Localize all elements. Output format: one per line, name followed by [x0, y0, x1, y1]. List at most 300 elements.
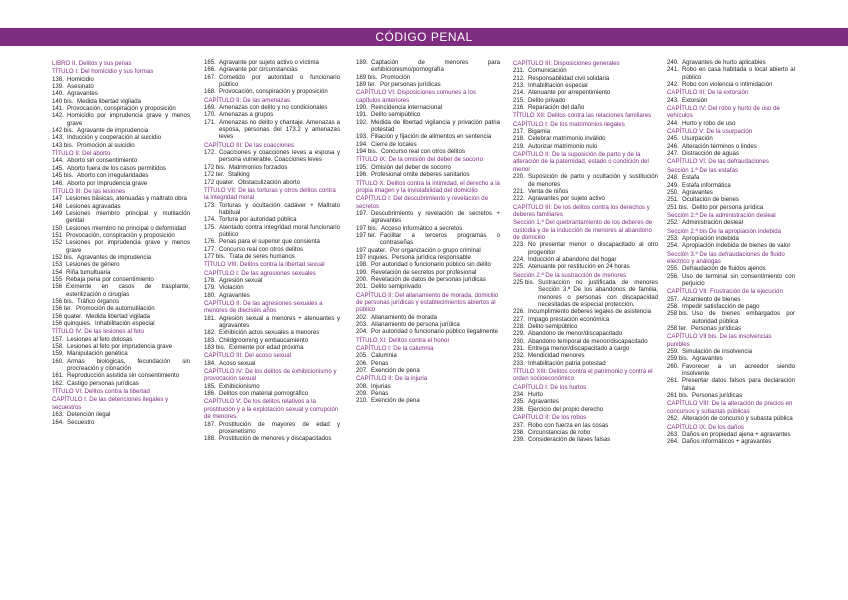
- article-title: Injurias: [371, 382, 391, 390]
- article-number: 248.: [667, 174, 679, 182]
- article-number: 232.: [513, 352, 525, 360]
- article-title: Tráfico órganos: [77, 298, 120, 305]
- article-title: Inhabilitación patria potestad: [528, 359, 606, 367]
- article-entry: [52, 380, 190, 387]
- article-number: 264.: [667, 438, 679, 446]
- article-title: Lesiones miembro principal y mutilación genital: [66, 209, 190, 225]
- article-number: 140 bis.: [52, 97, 74, 105]
- article-title: Lesiones miembro no principal o deformidad: [66, 224, 186, 232]
- article-number: 151: [52, 231, 63, 239]
- article-title: Agravantes por sujeto activo: [528, 195, 605, 203]
- article-entry: [667, 189, 795, 196]
- article-number: 261.: [667, 377, 679, 385]
- article-number: 188.: [204, 435, 216, 443]
- article-entry: [513, 360, 658, 367]
- section-heading: TÍTULO XI: Delitos contra el honor: [356, 336, 450, 344]
- article-entry: [204, 390, 340, 397]
- article-number: 197 bis.: [356, 224, 378, 232]
- article-entry: [52, 254, 190, 261]
- section-heading: CAPÍTULO VII: Frustración de la ejecución: [667, 288, 783, 296]
- article-title: Atenuante por restitución en 24 horas: [528, 263, 630, 271]
- article-number: 172.: [204, 149, 216, 157]
- article-title: Sustracción no justificada de menores Sección 3.ª De los abandonos de familia, menores o personas con discapacidad necesitadas de especial protección.: [538, 278, 658, 308]
- article-number: 200.: [356, 275, 368, 283]
- article-entry: [204, 292, 340, 299]
- article-entry: [513, 128, 658, 135]
- article-title: Apropiación indebida: [682, 234, 739, 242]
- article-title: Agravantes de hurto aplicables: [682, 59, 766, 66]
- article-number: 257.: [667, 295, 679, 303]
- article-entry: [513, 436, 658, 443]
- article-title: Delito semipúblico: [528, 323, 578, 331]
- article-title: Inhabilitación especial: [95, 320, 155, 328]
- article-number: 189.: [356, 59, 368, 66]
- article-title: Atentado contra integridad moral funcionario público: [219, 223, 340, 238]
- article-entry: [204, 216, 340, 223]
- article-number: 225.: [513, 263, 525, 271]
- article-number: 210.: [356, 397, 368, 405]
- article-entry: [667, 296, 795, 303]
- article-number: 196.: [356, 171, 368, 179]
- article-number: 156 quater.: [52, 312, 83, 320]
- article-title: Lesiones por imprudencia grave y menos grave: [66, 239, 190, 254]
- article-entry: [513, 256, 658, 263]
- article-title: Rebaja pena por consentimiento: [66, 275, 154, 283]
- article-entry: [204, 149, 340, 164]
- article-entry: [667, 204, 795, 211]
- article-title: Distracción de aguas: [682, 150, 739, 158]
- article-title: Reproducción asistida sin consentimiento: [67, 372, 180, 380]
- article-title: Allanamiento de morada: [371, 313, 438, 321]
- article-number: 148: [52, 202, 63, 210]
- article-entry: [667, 415, 795, 422]
- article-entry: [356, 367, 500, 374]
- section-heading: Sección 2.ª De la administración desleal: [667, 211, 776, 219]
- article-number: 190.: [356, 104, 368, 112]
- article-number: 178.: [204, 276, 216, 284]
- article-entry: [204, 435, 340, 442]
- article-number: 149: [52, 209, 63, 217]
- article-number: 220.: [513, 173, 525, 181]
- article-number: 247.: [667, 150, 679, 158]
- article-entry: [356, 111, 500, 118]
- article-title: Stalking: [228, 171, 250, 179]
- article-number: 166.: [204, 66, 216, 74]
- article-title: Agravantes: [67, 90, 98, 98]
- article-number: 235.: [513, 398, 525, 406]
- article-entry: [204, 171, 340, 178]
- article-title: Autorizar matrimonio nulo: [528, 142, 598, 150]
- article-number: 221.: [513, 187, 525, 195]
- article-title: Simulación de insolvencia: [682, 348, 753, 356]
- article-title: Abandono de menor/discapacitado: [528, 330, 623, 338]
- article-number: 152: [52, 239, 63, 247]
- article-title: Ejercicio del propio derecho: [528, 405, 604, 413]
- article-entry: [356, 247, 500, 254]
- article-number: 175.: [204, 223, 216, 231]
- article-number: 203.: [356, 321, 368, 329]
- article-title: Exención de pena: [371, 397, 420, 405]
- article-number: 262.: [667, 415, 679, 423]
- article-number: 230.: [513, 337, 525, 345]
- article-number: 251 bis.: [667, 203, 689, 211]
- section-heading: CAPÍTULO I: De los matrimonios ilegales: [513, 120, 625, 128]
- section-heading: CAPÍTULO II: De los robos: [513, 414, 587, 422]
- article-number: 202.: [356, 313, 368, 321]
- article-title: Prostitución de mayores de edad y proxenetismo: [219, 420, 340, 435]
- article-title: Penas para el superior que consienta: [219, 238, 320, 246]
- article-title: Provocación, conspiración y proposición: [66, 231, 175, 239]
- article-entry: [667, 325, 795, 332]
- article-title: Circunstancias de robo: [528, 428, 591, 436]
- article-number: 150: [52, 224, 63, 232]
- article-entry: [52, 298, 190, 305]
- article-entry: [52, 105, 190, 112]
- article-entry: [356, 328, 500, 335]
- article-title: Homicidio por imprudencia grave y menos grave: [67, 112, 190, 127]
- article-number: 195.: [356, 163, 368, 171]
- article-entry: [204, 383, 340, 390]
- article-number: 261 bis.: [667, 392, 689, 400]
- section-heading: CAPÍTULO VIII: De la alteración de precios en concursos y subastas públicas: [667, 400, 793, 415]
- article-title: Cierre de locales: [371, 140, 417, 148]
- article-title: Tortura por autoridad pública: [219, 216, 297, 224]
- article-title: Agravantes: [219, 291, 250, 299]
- article-title: Impedir satisfacción de pago: [682, 303, 760, 310]
- article-title: Favorecer a un acreedor siendo insolvente: [682, 362, 795, 378]
- article-title: Agravante por circunstancias: [219, 66, 298, 74]
- article-entry: [356, 81, 500, 88]
- article-entry: [667, 235, 795, 242]
- article-entry: [204, 66, 340, 73]
- article-title: Descubrimiento y revelación de secretos + agravantes: [371, 209, 500, 225]
- article-entry: [667, 97, 795, 104]
- article-title: Castigo personas jurídicas: [67, 379, 139, 387]
- section-heading: TÍTULO I: Del homicidio y sus formas: [52, 68, 154, 76]
- article-entry: [204, 74, 340, 89]
- article-entry: [204, 119, 340, 141]
- article-title: Prostitución de menores y discapacitados: [219, 435, 332, 443]
- column-5: [667, 59, 795, 446]
- article-title: Revelación de secretos por profesional: [371, 268, 477, 276]
- article-title: Asesinato: [67, 83, 94, 91]
- article-title: Delito semiprivado: [371, 283, 422, 291]
- article-number: 197.: [356, 209, 368, 217]
- article-entry: [667, 273, 795, 288]
- article-title: Torturas y ocultación cadáver + Maltrato habitual: [219, 201, 340, 216]
- section-heading: CAPÍTULO V: De los delitos relativos a la prostitución y a la explotación sexual y corrupción de menores.: [204, 398, 339, 421]
- article-title: Amenazas a grupos: [219, 111, 274, 119]
- article-title: Extorsión: [682, 96, 708, 104]
- section-heading: CAPÍTULO III: Disposiciones generales: [513, 60, 620, 67]
- article-entry: [667, 438, 795, 445]
- article-title: Manipulación genética: [67, 350, 128, 358]
- article-entry: [204, 59, 340, 66]
- article-title: Venta de niños: [528, 187, 569, 195]
- article-number: 183 bis.: [204, 344, 226, 352]
- article-number: 159.: [52, 350, 64, 358]
- article-title: Personas jurídicas: [692, 392, 743, 400]
- article-number: 189 bis.: [356, 73, 378, 81]
- article-number: 228.: [513, 323, 525, 331]
- article-entry: [513, 308, 658, 315]
- article-entry: [204, 344, 340, 351]
- article-number: 231.: [513, 345, 525, 353]
- article-title: Celebrar matrimonio inválido: [528, 135, 606, 143]
- article-number: 222.: [513, 195, 525, 203]
- article-entry: [513, 323, 658, 330]
- article-entry: [52, 127, 190, 134]
- article-number: 172 ter.: [204, 171, 225, 179]
- article-entry: [356, 119, 500, 134]
- article-number: 212.: [513, 74, 525, 82]
- article-entry: [356, 283, 500, 290]
- article-number: 176.: [204, 238, 216, 246]
- section-heading: CAPÍTULO I: De las detenciones ilegales y secuestros: [52, 396, 169, 411]
- article-number: 216.: [513, 104, 525, 112]
- article-entry: [667, 219, 795, 226]
- article-title: Filiación y fijación de alimentos en sentencia: [371, 133, 492, 141]
- article-title: Lesiones de género: [66, 261, 120, 269]
- article-entry: [356, 133, 500, 140]
- article-entry: [204, 179, 340, 186]
- article-number: 263.: [667, 430, 679, 438]
- article-entry: [513, 188, 658, 195]
- article-entry: [356, 141, 500, 148]
- article-number: 168.: [204, 88, 216, 96]
- article-number: 186.: [204, 390, 216, 398]
- article-entry: [52, 343, 190, 350]
- article-entry: [52, 261, 190, 268]
- article-number: 238.: [513, 428, 525, 436]
- article-number: 167.: [204, 73, 216, 81]
- article-number: 147: [52, 195, 63, 203]
- article-entry: [204, 246, 340, 253]
- article-entry: [667, 196, 795, 203]
- article-entry: [513, 406, 658, 413]
- article-entry: [356, 164, 500, 171]
- article-entry: [52, 283, 190, 298]
- article-entry: [52, 313, 190, 320]
- article-title: Armas biológicas, fecundación sin procreación y clonación: [67, 357, 190, 373]
- article-entry: [356, 276, 500, 283]
- section-heading: CAPÍTULO VI: Disposiciones comunes a los capítulos anteriores: [356, 89, 476, 104]
- article-entry: [52, 134, 190, 141]
- section-heading: CAPÍTULO II: De la suposición de parto y de la alteración de la paternidad, estado o condición del menor: [513, 151, 649, 173]
- article-number: 183.: [204, 336, 216, 344]
- article-title: Lesiones al feto dolosas: [67, 335, 133, 343]
- article-number: 250.: [667, 188, 679, 196]
- column-2: [204, 59, 340, 443]
- article-entry: [204, 88, 340, 95]
- article-title: Inducción al abandono del hogar: [528, 255, 617, 263]
- article-number: 244.: [667, 119, 679, 127]
- article-number: 229.: [513, 330, 525, 338]
- article-title: Estafa: [682, 174, 700, 182]
- article-title: Delitos con material pornográfico: [219, 390, 309, 398]
- article-entry: [356, 148, 500, 155]
- article-number: 156 bis.: [52, 298, 74, 305]
- article-number: 180.: [204, 291, 216, 299]
- article-number: 217.: [513, 128, 525, 136]
- article-entry: [667, 182, 795, 189]
- article-number: 208.: [356, 382, 368, 390]
- article-title: Delito privado: [528, 96, 566, 104]
- article-number: 194 bis.: [356, 148, 378, 156]
- article-entry: [667, 81, 795, 88]
- article-entry: [667, 242, 795, 249]
- article-entry: [52, 350, 190, 357]
- article-entry: [667, 66, 795, 81]
- article-entry: [204, 337, 340, 344]
- article-entry: [356, 314, 500, 321]
- article-title: Coacciones y coacciones leves a esposa y persona vulnerable. Coacciones leves: [219, 149, 340, 164]
- article-entry: [52, 358, 190, 373]
- article-title: Daños en propiedad ajena + agravantes: [682, 430, 791, 438]
- section-heading: CAPÍTULO II: Del allanamiento de morada, domicilio de personas jurídicas y establecimientos abiertos al público: [356, 291, 499, 314]
- article-number: 153: [52, 261, 63, 269]
- article-title: Apropiación indebida de bienes de valor: [682, 242, 791, 250]
- article-number: 243.: [667, 96, 679, 104]
- article-number: 240.: [667, 59, 679, 66]
- article-entry: [52, 269, 190, 276]
- article-number: 252.: [667, 219, 679, 227]
- article-number: 223.: [513, 241, 525, 249]
- article-title: Agravante por sujeto activo o víctima: [219, 59, 319, 66]
- article-number: 199.: [356, 268, 368, 276]
- article-title: Aborto por imprudencia grave: [67, 179, 148, 187]
- article-number: 179.: [204, 284, 216, 292]
- article-title: Violación: [219, 284, 244, 292]
- section-heading: TÍTULO VII: De las torturas y otros delitos contra la integridad moral: [204, 186, 336, 202]
- section-heading: CAPÍTULO VII bis. De las insolvencias punibles: [667, 333, 772, 348]
- article-entry: [667, 120, 795, 127]
- article-title: Medida libertad vigilada: [77, 97, 142, 105]
- article-entry: [513, 391, 658, 398]
- article-title: Concurso real con otros delitos: [381, 148, 466, 156]
- article-entry: [667, 355, 795, 362]
- article-number: 165.: [204, 59, 216, 66]
- article-entry: [52, 276, 190, 283]
- article-title: Robo con violencia o intimidación: [682, 81, 773, 89]
- article-title: Cometido por autoridad o funcionario público: [219, 73, 340, 89]
- article-number: 160.: [52, 357, 64, 365]
- article-title: Delito semipúblico: [371, 111, 421, 119]
- article-number: 215.: [513, 96, 525, 104]
- article-number: 158.: [52, 343, 64, 351]
- section-heading: Sección 2.ª bis De la apropiación indebida: [667, 227, 782, 235]
- section-heading: CAPÍTULO III: De la extorsión: [667, 89, 749, 97]
- column-4: [513, 59, 658, 444]
- article-number: 224.: [513, 255, 525, 263]
- section-heading: TÍTULO III: De las lesiones: [52, 187, 126, 195]
- article-entry: [356, 261, 500, 268]
- article-number: 145 bis.: [52, 172, 74, 180]
- article-entry: [52, 90, 190, 97]
- article-title: Por autoridad o funcionario público sin delito: [371, 261, 491, 269]
- article-title: Alteración de concurso y subasta pública: [682, 415, 793, 423]
- article-entry: [52, 320, 190, 327]
- article-number: 154: [52, 268, 63, 276]
- article-title: Por organización o grupo criminal: [390, 246, 481, 254]
- article-entry: [204, 224, 340, 239]
- article-entry: [52, 225, 190, 232]
- article-entry: [204, 315, 340, 330]
- article-number: 192.: [356, 118, 368, 126]
- article-entry: [52, 180, 190, 187]
- section-heading: TÍTULO VIII: Delitos contra la libertad sexual: [204, 261, 325, 269]
- article-entry: [204, 238, 340, 245]
- article-entry: [356, 360, 500, 367]
- article-entry: [52, 157, 190, 164]
- article-title: Lesiones básicas, atenuadas y maltrato obra: [66, 195, 187, 203]
- article-number: 205.: [356, 352, 368, 360]
- article-title: Daños informáticos + agravantes: [682, 438, 772, 446]
- article-title: Presentar datos falsos para declaración falsa: [682, 377, 795, 392]
- article-title: Promoción al suicidio: [77, 141, 135, 149]
- article-entry: [356, 352, 500, 359]
- article-title: Provocación, conspiración y proposición: [219, 88, 328, 96]
- article-number: 259.: [667, 348, 679, 356]
- article-entry: [356, 383, 500, 390]
- article-title: Detención ilegal: [67, 411, 111, 419]
- article-entry: [667, 150, 795, 157]
- article-number: 171.: [204, 118, 216, 126]
- article-entry: [667, 310, 795, 325]
- article-title: Aborto fuera de los casos permitidos: [67, 164, 166, 172]
- article-title: Aborto con irregularidades: [77, 172, 149, 180]
- section-heading: CAPÍTULO V: De la usurpación: [667, 128, 753, 136]
- article-number: 140.: [52, 90, 64, 98]
- article-title: Impago prestación económica: [528, 315, 610, 323]
- article-title: Provocación, conspiración y proposición: [67, 105, 176, 113]
- article-number: 214.: [513, 89, 525, 97]
- section-heading: CAPÍTULO IV: De los delitos de exhibicionismo y provocación sexual: [204, 368, 337, 383]
- article-number: 258 bis.: [667, 310, 689, 318]
- article-title: Acoso sexual: [219, 359, 256, 367]
- article-entry: [356, 390, 500, 397]
- article-title: Personas jurídicas: [691, 325, 742, 333]
- article-title: Exhibicionismo: [219, 382, 260, 390]
- article-title: Captación de menores para exhibicionismo/pornografía: [371, 59, 500, 74]
- article-title: Lesiones al feto por imprudencia grave: [67, 343, 173, 351]
- article-title: Promoción de automutilación: [76, 305, 155, 313]
- article-title: Eximente en casos de trasplante, esterilización o cirugías: [66, 283, 190, 298]
- article-entry: [52, 195, 190, 202]
- article-entry: [513, 330, 658, 337]
- section-heading: CAPÍTULO II: De la injuria: [356, 375, 428, 383]
- article-number: 207.: [356, 367, 368, 375]
- article-entry: [513, 429, 658, 436]
- article-entry: [667, 377, 795, 392]
- article-number: 184.: [204, 359, 216, 367]
- column-3: [356, 59, 500, 405]
- article-title: Trata de seres humanos: [229, 252, 295, 260]
- article-title: Mendicidad menores: [528, 352, 585, 360]
- article-entry: [356, 397, 500, 404]
- article-entry: [52, 239, 190, 254]
- article-title: Calumnia: [371, 352, 397, 360]
- article-title: Responsabilidad civil solidaria: [528, 74, 610, 82]
- article-entry: [513, 263, 658, 270]
- article-title: Agravantes: [692, 355, 723, 363]
- article-number: 206.: [356, 359, 368, 367]
- article-number: 194.: [356, 140, 368, 148]
- article-number: 141.: [52, 105, 64, 113]
- article-title: Abandono temporal de menor/discapacitado: [528, 337, 648, 345]
- article-number: 239.: [513, 436, 525, 444]
- section-heading: Sección 2.ª De la sustracción de menores: [513, 271, 627, 279]
